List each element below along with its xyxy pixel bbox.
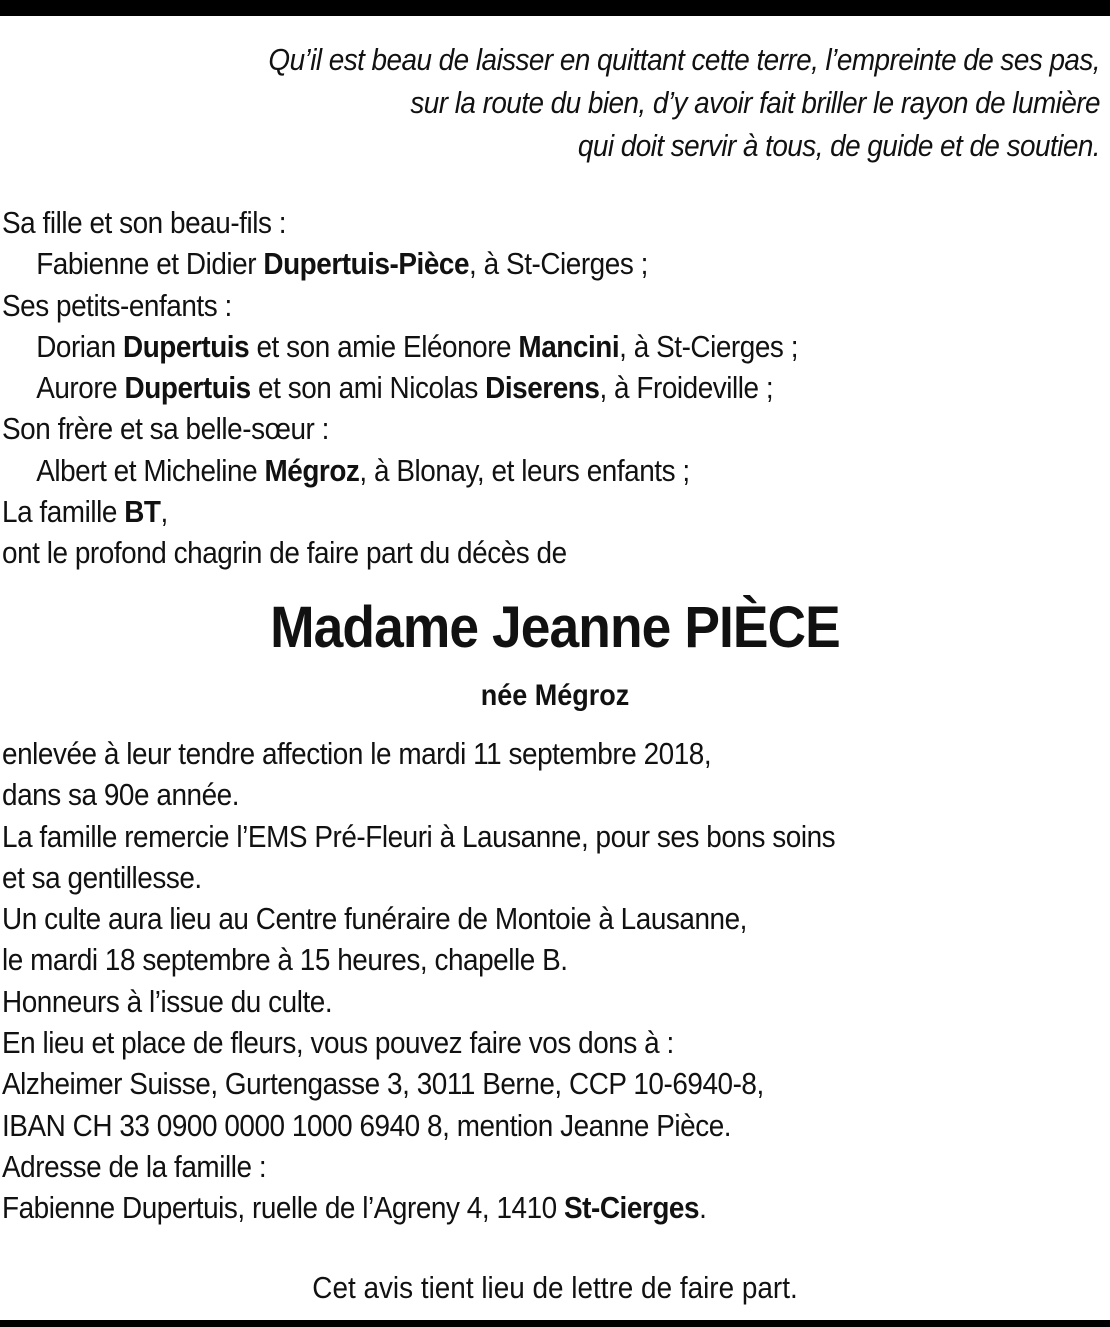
family-name: BT bbox=[124, 494, 161, 530]
details-block bbox=[2, 733, 835, 1229]
details-line: dans sa 90e année. bbox=[2, 777, 240, 813]
details-line: En lieu et place de fleurs, vous pouvez faire vos dons à : bbox=[2, 1025, 674, 1061]
grandchild-partner-surname: Mancini bbox=[518, 328, 620, 364]
closing-note: Cet avis tient lieu de lettre de faire part. bbox=[312, 1270, 798, 1305]
grandchild-entry bbox=[2, 326, 798, 367]
details-line: le mardi 18 septembre à 15 heures, chapelle B. bbox=[2, 942, 568, 978]
top-border bbox=[0, 0, 1110, 16]
brother-place: , à Blonay, et leurs enfants ; bbox=[359, 452, 690, 488]
grandchild-entry bbox=[2, 367, 798, 408]
brother-names: Albert et Micheline bbox=[36, 452, 265, 488]
brother-heading: Son frère et sa belle-sœur : bbox=[2, 411, 329, 447]
family-address bbox=[2, 1187, 835, 1228]
grandchild-place: , à Froideville ; bbox=[599, 370, 774, 406]
daughter-names: Fabienne et Didier bbox=[36, 246, 264, 282]
maiden-name: née Mégroz bbox=[480, 679, 630, 712]
address-town: St-Cierges bbox=[564, 1190, 700, 1226]
brother-surname: Mégroz bbox=[264, 452, 360, 488]
family-suffix: , bbox=[160, 494, 168, 530]
grandchild-partner-surname: Diserens bbox=[485, 370, 600, 406]
grandchild-surname: Dupertuis bbox=[122, 328, 250, 364]
details-line: IBAN CH 33 0900 0000 1000 6940 8, mention Jeanne Pièce. bbox=[2, 1107, 732, 1143]
epigraph-line: qui doit servir à tous, de guide et de soutien. bbox=[577, 128, 1100, 163]
family-list bbox=[2, 202, 798, 574]
grandchild-partner: et son ami Nicolas bbox=[250, 370, 486, 406]
family-prefix: La famille bbox=[2, 494, 125, 530]
grandchild-partner: et son amie Eléonore bbox=[249, 328, 519, 364]
daughter-entry bbox=[2, 243, 798, 284]
grandchild-first: Aurore bbox=[36, 370, 125, 406]
address-prefix: Fabienne Dupertuis, ruelle de l’Agreny 4, 1410 bbox=[2, 1190, 565, 1226]
details-line: et sa gentillesse. bbox=[2, 859, 202, 895]
epigraph bbox=[268, 38, 1100, 167]
family-entry bbox=[2, 491, 798, 532]
brother-entry bbox=[2, 450, 798, 491]
address-suffix: . bbox=[699, 1190, 707, 1226]
details-line: Adresse de la famille : bbox=[2, 1148, 267, 1184]
details-line: Honneurs à l’issue du culte. bbox=[2, 983, 333, 1019]
grandchildren-heading: Ses petits-enfants : bbox=[2, 287, 232, 323]
grandchild-place: , à St-Cierges ; bbox=[619, 328, 799, 364]
daughter-heading: Sa fille et son beau-fils : bbox=[2, 205, 287, 240]
details-line: Un culte aura lieu au Centre funéraire de Montoie à Lausanne, bbox=[2, 901, 747, 937]
grandchild-first: Dorian bbox=[36, 328, 123, 364]
grandchild-surname: Dupertuis bbox=[124, 370, 251, 406]
daughter-place: , à St-Cierges ; bbox=[469, 246, 648, 282]
bottom-border bbox=[0, 1320, 1110, 1327]
details-line: La famille remercie l’EMS Pré-Fleuri à Lausanne, pour ses bons soins bbox=[2, 818, 836, 854]
epigraph-line: sur la route du bien, d’y avoir fait briller le rayon de lumière bbox=[410, 85, 1100, 120]
announcement: ont le profond chagrin de faire part du décès de bbox=[2, 535, 567, 571]
details-line: enlevée à leur tendre affection le mardi 11 septembre 2018, bbox=[2, 736, 712, 771]
details-line: Alzheimer Suisse, Gurtengasse 3, 3011 Berne, CCP 10-6940-8, bbox=[2, 1066, 764, 1102]
epigraph-line: Qu’il est beau de laisser en quittant cette terre, l’empreinte de ses pas, bbox=[268, 42, 1100, 77]
deceased-name: Madame Jeanne PIÈCE bbox=[270, 595, 840, 660]
daughter-surname: Dupertuis-Pièce bbox=[263, 246, 470, 282]
